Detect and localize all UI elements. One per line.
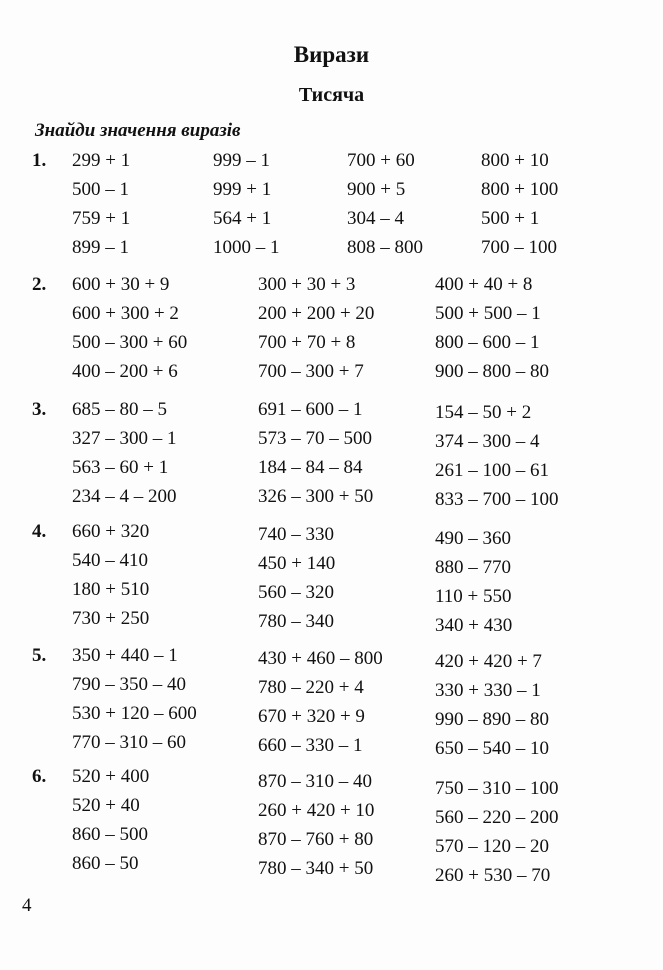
math-expression: 234 – 4 – 200	[72, 486, 177, 507]
math-expression: 420 + 420 + 7	[435, 651, 542, 672]
math-expression: 759 + 1	[72, 208, 131, 229]
math-expression: 304 – 4	[347, 208, 404, 229]
exercise-number: 3.	[32, 399, 47, 420]
math-expression: 261 – 100 – 61	[435, 460, 549, 481]
math-expression: 560 – 220 – 200	[435, 807, 559, 828]
math-expression: 860 – 50	[72, 853, 139, 874]
math-expression: 670 + 320 + 9	[258, 706, 365, 727]
math-expression: 660 – 330 – 1	[258, 735, 363, 756]
math-expression: 110 + 550	[435, 586, 512, 607]
exercise-number: 1.	[32, 150, 47, 171]
math-expression: 184 – 84 – 84	[258, 457, 363, 478]
expression-column	[435, 647, 549, 763]
math-expression: 780 – 340 + 50	[258, 858, 374, 879]
math-expression: 770 – 310 – 60	[72, 732, 186, 753]
math-expression: 500 + 1	[481, 208, 540, 229]
math-expression: 540 – 410	[72, 550, 148, 571]
math-expression: 700 – 100	[481, 237, 557, 258]
math-expression: 154 – 50 + 2	[435, 402, 532, 423]
math-expression: 300 + 30 + 3	[258, 274, 356, 295]
math-expression: 374 – 300 – 4	[435, 431, 540, 452]
math-expression: 999 – 1	[213, 150, 270, 171]
exercise-number: 6.	[32, 766, 47, 787]
expression-column	[213, 146, 280, 262]
math-expression: 899 – 1	[72, 237, 129, 258]
math-expression: 400 + 40 + 8	[435, 274, 533, 295]
expression-column	[258, 644, 383, 760]
math-expression: 900 – 800 – 80	[435, 361, 549, 382]
math-expression: 700 + 60	[347, 150, 415, 171]
math-expression: 999 + 1	[213, 179, 272, 200]
expression-column	[258, 767, 374, 883]
expression-column	[435, 270, 549, 386]
math-expression: 563 – 60 + 1	[72, 457, 169, 478]
math-expression: 573 – 70 – 500	[258, 428, 372, 449]
math-expression: 490 – 360	[435, 528, 511, 549]
math-expression: 870 – 760 + 80	[258, 829, 374, 850]
math-expression: 700 – 300 + 7	[258, 361, 364, 382]
exercise-number: 5.	[32, 645, 47, 666]
math-expression: 600 + 30 + 9	[72, 274, 170, 295]
math-expression: 750 – 310 – 100	[435, 778, 559, 799]
math-expression: 520 + 40	[72, 795, 140, 816]
math-expression: 990 – 890 – 80	[435, 709, 549, 730]
section-subtitle: Тисяча	[298, 84, 365, 106]
math-expression: 780 – 220 + 4	[258, 677, 364, 698]
math-expression: 600 + 300 + 2	[72, 303, 179, 324]
math-expression: 1000 – 1	[213, 237, 280, 258]
math-expression: 780 – 340	[258, 611, 334, 632]
math-expression: 530 + 120 – 600	[72, 703, 197, 724]
math-expression: 685 – 80 – 5	[72, 399, 167, 420]
math-expression: 860 – 500	[72, 824, 148, 845]
expression-column	[72, 270, 187, 386]
math-expression: 500 + 500 – 1	[435, 303, 541, 324]
page-number: 4	[22, 895, 32, 916]
math-expression: 350 + 440 – 1	[72, 645, 178, 666]
math-expression: 660 + 320	[72, 521, 150, 542]
expression-column	[347, 146, 423, 262]
math-expression: 790 – 350 – 40	[72, 674, 186, 695]
instruction-text: Знайди значення виразів	[35, 120, 241, 141]
expression-column	[258, 270, 374, 386]
math-expression: 430 + 460 – 800	[258, 648, 383, 669]
exercise-number: 4.	[32, 521, 47, 542]
math-expression: 700 + 70 + 8	[258, 332, 356, 353]
math-expression: 326 – 300 + 50	[258, 486, 374, 507]
expression-column	[435, 524, 512, 640]
math-expression: 330 + 330 – 1	[435, 680, 541, 701]
expression-column	[72, 762, 149, 878]
math-expression: 500 – 300 + 60	[72, 332, 188, 353]
math-expression: 260 + 420 + 10	[258, 800, 375, 821]
math-expression: 800 – 600 – 1	[435, 332, 540, 353]
math-expression: 870 – 310 – 40	[258, 771, 372, 792]
math-expression: 900 + 5	[347, 179, 406, 200]
math-expression: 833 – 700 – 100	[435, 489, 559, 510]
math-expression: 180 + 510	[72, 579, 150, 600]
math-expression: 740 – 330	[258, 524, 334, 545]
math-expression: 520 + 400	[72, 766, 150, 787]
math-expression: 260 + 530 – 70	[435, 865, 551, 886]
math-expression: 650 – 540 – 10	[435, 738, 549, 759]
math-expression: 500 – 1	[72, 179, 129, 200]
math-expression: 299 + 1	[72, 150, 131, 171]
math-expression: 800 + 10	[481, 150, 549, 171]
expression-column	[481, 146, 558, 262]
math-expression: 808 – 800	[347, 237, 423, 258]
expression-column	[72, 641, 197, 757]
math-expression: 880 – 770	[435, 557, 511, 578]
expression-column	[435, 774, 559, 890]
math-expression: 327 – 300 – 1	[72, 428, 177, 449]
math-expression: 450 + 140	[258, 553, 336, 574]
math-expression: 564 + 1	[213, 208, 272, 229]
math-expression: 730 + 250	[72, 608, 150, 629]
math-expression: 560 – 320	[258, 582, 334, 603]
math-expression: 570 – 120 – 20	[435, 836, 549, 857]
expression-column	[72, 395, 177, 511]
math-expression: 340 + 430	[435, 615, 513, 636]
expression-column	[435, 398, 559, 514]
expression-column	[258, 520, 335, 636]
expression-column	[72, 517, 149, 633]
math-expression: 200 + 200 + 20	[258, 303, 375, 324]
expression-column	[72, 146, 130, 262]
math-expression: 400 – 200 + 6	[72, 361, 178, 382]
math-expression: 800 + 100	[481, 179, 559, 200]
math-expression: 691 – 600 – 1	[258, 399, 363, 420]
expression-column	[258, 395, 373, 511]
exercise-number: 2.	[32, 274, 47, 295]
page-title: Вирази	[293, 42, 370, 67]
